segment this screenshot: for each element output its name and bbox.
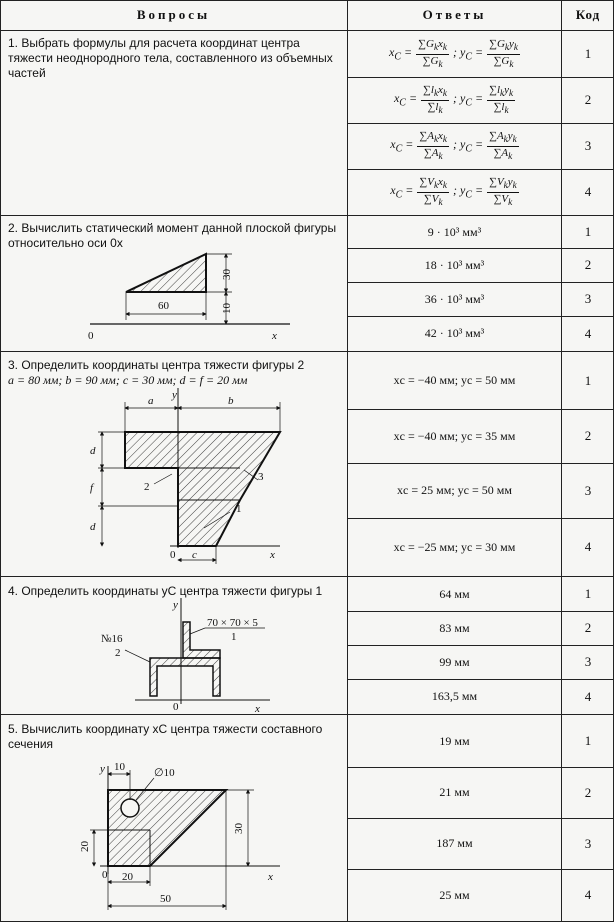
part-label: 2 (115, 647, 121, 659)
answer-option[interactable]: 18 · 10³ мм³ (424, 257, 485, 272)
dim-label: ∅10 (154, 767, 175, 779)
dim-label: f (90, 482, 94, 494)
answer-option[interactable]: 99 мм (439, 654, 470, 669)
part-label: 3 (258, 471, 264, 483)
axis-label: x (270, 549, 275, 561)
axis-label: x (272, 330, 277, 342)
axis-label: y (100, 763, 105, 775)
dim-label: 50 (160, 893, 171, 905)
answer-code: 2 (584, 257, 592, 272)
answer-option[interactable]: xc = −40 мм; yc = 50 мм (393, 373, 516, 387)
answer-option[interactable]: xc = −40 мм; yc = 35 мм (393, 428, 516, 443)
axis-label: x (268, 871, 273, 883)
answer-code: 3 (584, 291, 592, 306)
answer-option[interactable]: 21 мм (439, 785, 470, 799)
dim-label: d (90, 521, 96, 533)
part-label: 70 × 70 × 5 (207, 617, 258, 629)
centroid-formula: $x_C$ = $\frac{\sum V_kx_k}{\sum V_k}$ ; $y_C$ = $\frac{\sum V_ky_k}{\sum V_k}$ (390, 176, 517, 207)
dim-label: d (90, 445, 96, 457)
origin-label: 0 (173, 701, 179, 713)
origin-label: 0 (170, 549, 176, 561)
answer-code: 3 (584, 482, 592, 498)
answer-option[interactable]: 19 мм (439, 733, 470, 748)
question-3-params: a = 80 мм; b = 90 мм; c = 30 мм; d = f = 20 мм (8, 373, 248, 387)
axis-label: y (173, 599, 178, 611)
answer-code: 1 (584, 46, 592, 61)
answer-option[interactable]: 9 · 10³ мм³ (427, 224, 482, 239)
answer-code: 2 (584, 784, 592, 800)
answer-code: 1 (584, 372, 592, 388)
header-questions: Вопросы (136, 7, 211, 22)
answer-option[interactable]: 163,5 мм (431, 689, 478, 703)
part-label: №16 (101, 633, 123, 645)
centroid-formula: $x_C$ = $\frac{\sum G_kx_k}{\sum G_k}$ ; $y_C$ = $\frac{\sum G_ky_k}{\sum G_k}$ (389, 38, 518, 69)
answer-code: 4 (584, 688, 592, 704)
centroid-formula: $x_C$ = $\frac{\sum l_kx_k}{\sum l_k}$ ; $y_C$ = $\frac{\sum l_ky_k}{\sum l_k}$ (393, 84, 514, 115)
question-4-figure (95, 596, 275, 714)
answer-option[interactable] (348, 123, 561, 169)
dim-label: 20 (122, 871, 133, 883)
answer-code: 2 (584, 620, 592, 635)
dim-label: 10 (114, 761, 125, 773)
answer-code: 4 (584, 539, 592, 554)
question-1-text: 1. Выбрать формулы для расчета координат центра тяжести неоднородного тела, составленного из объемных частей (8, 36, 333, 80)
answer-code: 3 (584, 654, 592, 669)
answer-code: 2 (584, 428, 592, 443)
answer-code: 1 (584, 733, 592, 748)
question-3-figure (80, 388, 310, 566)
answer-option[interactable]: 83 мм (439, 620, 470, 635)
question-5-figure (70, 756, 290, 918)
border-left (0, 0, 1, 922)
answer-option[interactable]: xc = −25 мм; yc = 30 мм (393, 539, 516, 554)
part-label: 2 (144, 481, 150, 493)
answer-code: 2 (584, 92, 592, 107)
dim-label: 30 (221, 269, 233, 280)
question-2-figure (80, 250, 300, 345)
answer-option[interactable] (348, 169, 561, 215)
centroid-formula: $x_C$ = $\frac{\sum A_kx_k}{\sum A_k}$ ; $y_C$ = $\frac{\sum A_ky_k}{\sum A_k}$ (390, 130, 517, 161)
header-code: Код (575, 7, 601, 22)
answer-option[interactable] (348, 77, 561, 123)
answer-code: 3 (584, 138, 592, 153)
answer-option[interactable]: 42 · 10³ мм³ (424, 326, 485, 340)
question-2-text: 2. Вычислить статический момент данной плоской фигуры относительно оси 0x (8, 221, 337, 250)
answer-code: 4 (584, 184, 592, 199)
dim-label: b (228, 395, 234, 407)
dim-label: 20 (79, 841, 91, 852)
answer-option[interactable]: 64 мм (439, 586, 470, 601)
origin-label: 0 (88, 330, 94, 342)
dim-label: c (192, 549, 197, 561)
channel-shape (150, 658, 220, 696)
answer-code: 4 (584, 325, 592, 341)
answer-option[interactable] (348, 31, 561, 77)
dim-label: 30 (233, 823, 245, 834)
answer-code: 3 (584, 835, 592, 851)
answer-option[interactable]: 36 · 10³ мм³ (424, 291, 485, 306)
hole-circle (121, 799, 139, 817)
part-label: 1 (236, 503, 242, 515)
answer-code: 1 (584, 224, 592, 239)
answer-code: 4 (584, 887, 592, 902)
answer-option[interactable]: 187 мм (436, 836, 473, 850)
part-label: 1 (231, 631, 237, 643)
axis-label: x (255, 703, 260, 715)
answer-code: 1 (584, 586, 592, 601)
question-3-text: 3. Определить координаты центра тяжести фигуры 2 (8, 358, 305, 372)
dim-label: 60 (158, 300, 169, 312)
dim-label: a (148, 395, 154, 407)
question-5-text: 5. Вычислить координату xC центра тяжести составного сечения (8, 722, 323, 751)
axis-label: y (172, 389, 177, 401)
border-top (0, 0, 614, 1)
dim-label: 10 (221, 303, 233, 314)
triangle-shape (126, 254, 206, 292)
question-4-text: 4. Определить координаты yC центра тяжести фигуры 1 (8, 584, 323, 598)
header-answers: Ответы (422, 7, 487, 22)
answer-option[interactable]: xc = 25 мм; yc = 50 мм (397, 483, 512, 497)
answer-option[interactable]: 25 мм (439, 887, 470, 902)
origin-label: 0 (102, 869, 108, 881)
